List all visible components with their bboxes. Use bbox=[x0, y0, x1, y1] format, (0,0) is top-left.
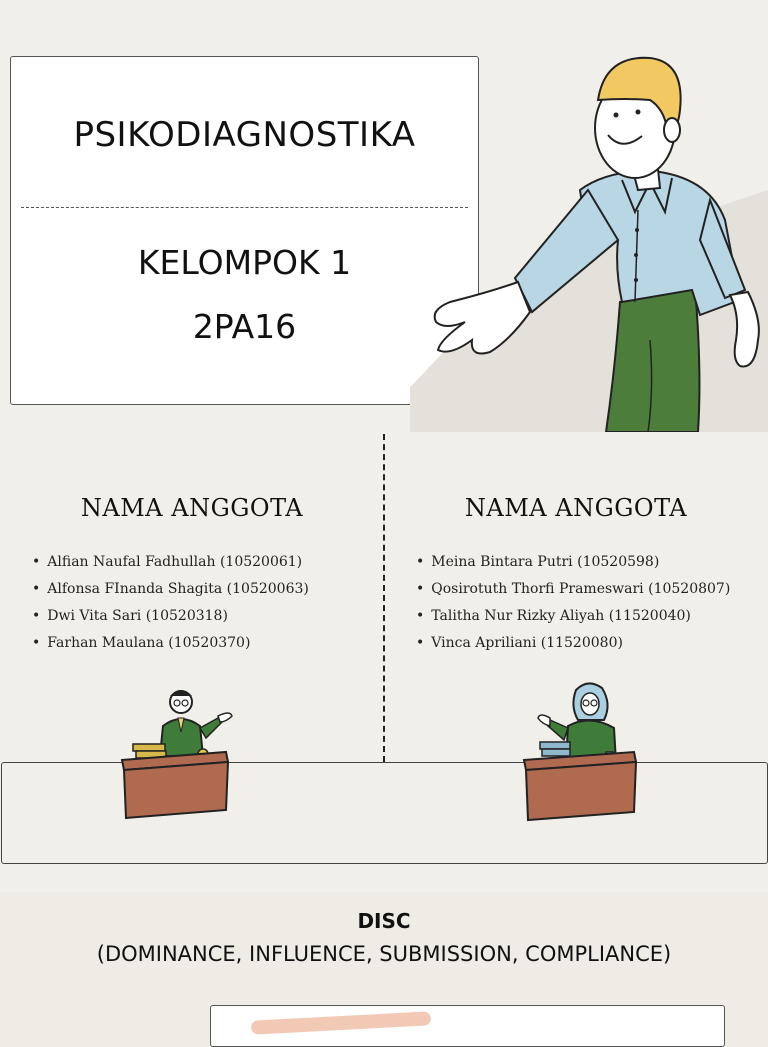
title-divider bbox=[21, 207, 468, 208]
list-item: • Meina Bintara Putri (10520598) bbox=[416, 549, 730, 576]
brush-stroke-decoration bbox=[251, 1011, 431, 1034]
presentation-title: PSIKODIAGNOSTIKA bbox=[73, 115, 416, 155]
content-card bbox=[210, 1005, 725, 1047]
man-presenting-illustration bbox=[410, 40, 768, 432]
list-item: • Qosirotuth Thorfi Prameswari (10520807) bbox=[416, 576, 730, 603]
disc-slide bbox=[0, 892, 768, 1024]
list-item: • Farhan Maulana (10520370) bbox=[32, 630, 309, 657]
woman-at-desk-illustration bbox=[520, 676, 640, 826]
list-item: • Talitha Nur Rizky Aliyah (11520040) bbox=[416, 603, 730, 630]
list-item: • Vinca Apriliani (11520080) bbox=[416, 630, 730, 657]
members-heading-right: NAMA ANGGOTA bbox=[464, 494, 688, 522]
title-card bbox=[10, 56, 479, 405]
floor-panel bbox=[1, 762, 768, 864]
members-list-left bbox=[32, 549, 309, 657]
members-heading-left: NAMA ANGGOTA bbox=[80, 494, 304, 522]
title-slide bbox=[0, 0, 768, 432]
disc-subtitle: (DOMINANCE, INFLUENCE, SUBMISSION, COMPLIANCE) bbox=[96, 942, 672, 966]
list-item: • Dwi Vita Sari (10520318) bbox=[32, 603, 309, 630]
group-name: KELOMPOK 1 bbox=[137, 243, 352, 282]
column-divider bbox=[383, 434, 385, 762]
members-slide bbox=[0, 432, 768, 892]
list-item: • Alfian Naufal Fadhullah (10520061) bbox=[32, 549, 309, 576]
class-name: 2PA16 bbox=[192, 307, 297, 346]
list-item: • Alfonsa FInanda Shagita (10520063) bbox=[32, 576, 309, 603]
disc-title: DISC bbox=[357, 909, 411, 933]
man-at-desk-illustration bbox=[118, 682, 238, 822]
members-list-right bbox=[416, 549, 730, 657]
